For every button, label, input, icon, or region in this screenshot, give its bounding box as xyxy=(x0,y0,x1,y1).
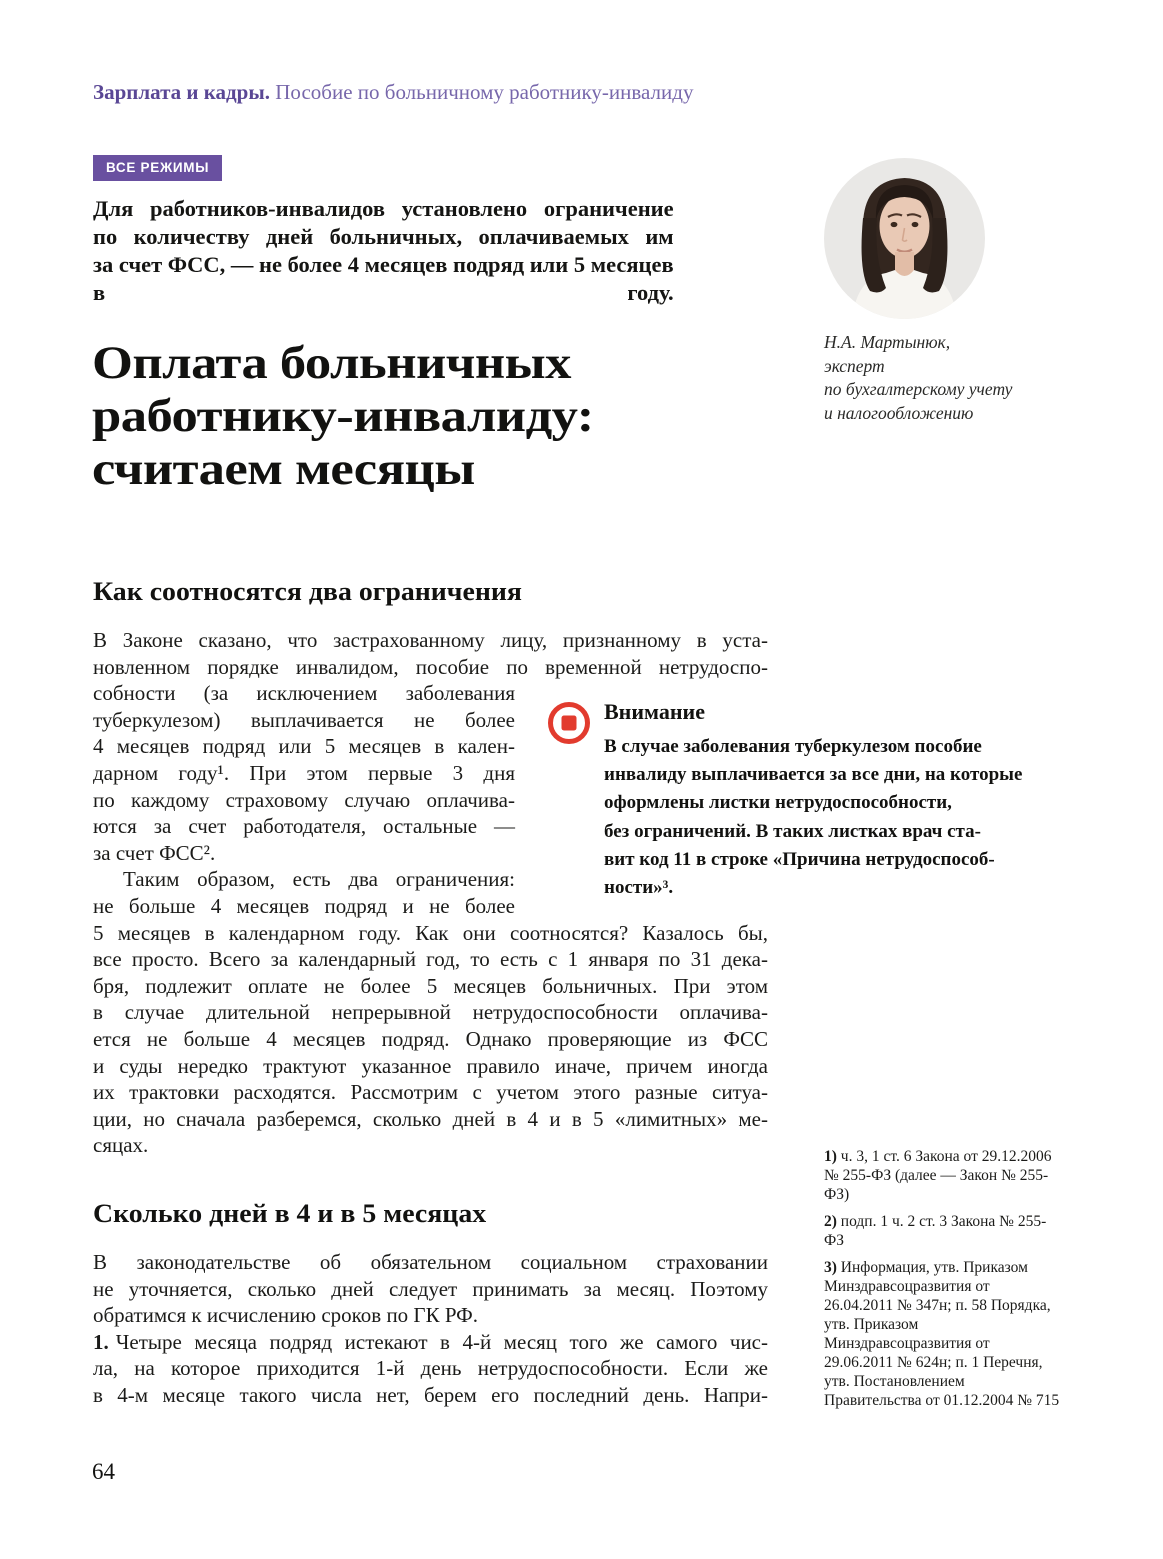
lead-line: в году. xyxy=(93,280,674,305)
lead-line: по количеству дней больничных, оплачиваемых им xyxy=(93,224,674,249)
footnote-text: Информация, утв. Приказом Минздравсоцразвития от 26.04.2011 № 347н; п. 58 Порядка, утв. Приказом Минздравсоцразвития от 29.06.2011 № 624н; п. 1 Перечня, утв. Постановлением Правительства от 01.12.2004 № 715 xyxy=(824,1259,1060,1409)
author-photo-image xyxy=(824,158,985,319)
section-2-body xyxy=(93,1249,768,1409)
body-line: ется не больше 4 месяцев подряд. Однако проверяющие из ФСС xyxy=(93,1026,768,1051)
footnote-number: 1) xyxy=(824,1148,837,1165)
body-line: не уточняется, сколько дней следует принимать за месяц. Поэтому xyxy=(93,1276,768,1301)
brand-title: Зарплата и кадры. xyxy=(93,80,271,104)
body-line: ла, на которое приходится 1-й день нетрудоспособности. Если же xyxy=(93,1356,768,1381)
attention-callout xyxy=(548,699,1053,902)
header-topic: Пособие по больничному работнику-инвалиду xyxy=(275,80,694,104)
body-line: сяцах. xyxy=(93,1133,149,1158)
body-line: собности (за исключением заболевания xyxy=(93,681,515,706)
body-line: в случае длительной непрерывной нетрудоспособности оплачива- xyxy=(93,1000,768,1025)
body-line xyxy=(93,1329,768,1356)
author-avatar xyxy=(824,158,985,319)
article-title-line: работнику-инвалиду: xyxy=(92,390,594,442)
attention-icon xyxy=(548,702,590,744)
body-line: туберкулезом) выплачивается не более xyxy=(93,707,515,732)
body-line: бря, подлежит оплате не более 5 месяцев больничных. При этом xyxy=(93,973,768,998)
lead-line: Для работников-инвалидов установлено ограничение xyxy=(93,196,674,221)
footnote-item xyxy=(824,1258,1060,1410)
footnote-number: 2) xyxy=(824,1213,837,1230)
attention-line: ности»³. xyxy=(604,877,674,899)
body-line: за счет ФСС². xyxy=(93,840,216,865)
attention-line: вит код 11 в строке «Причина нетрудоспособ- xyxy=(604,848,995,870)
body-line: в 4-м месяце такого числа нет, берем его последний день. Напри- xyxy=(93,1382,768,1407)
author-caption xyxy=(824,331,1012,425)
body-line: обратимся к исчислению сроков по ГК РФ. xyxy=(93,1303,478,1328)
footnote-item xyxy=(824,1147,1060,1204)
footnote-text: ч. 3, 1 ст. 6 Закона от 29.12.2006 № 255-ФЗ (далее — Закон № 255-ФЗ) xyxy=(824,1148,1052,1203)
mode-badge: ВСЕ РЕЖИМЫ xyxy=(93,155,222,181)
body-line: В Законе сказано, что застрахованному лицу, признанному в уста- xyxy=(93,628,768,652)
body-line: не больше 4 месяцев подряд и не более xyxy=(93,893,515,918)
footnote-number: 3) xyxy=(824,1259,837,1276)
page-number: 64 xyxy=(92,1459,115,1484)
article-title-line: считаем месяцы xyxy=(92,443,475,495)
body-line-text: Четыре месяца подряд истекают в 4-й месяц того же самого чис- xyxy=(115,1329,768,1354)
article-title xyxy=(92,337,594,496)
body-line: и суды нередко трактуют указанное правило иначе, причем иногда xyxy=(93,1053,768,1078)
footnote-text: подп. 1 ч. 2 ст. 3 Закона № 255-ФЗ xyxy=(824,1213,1047,1249)
attention-line: оформлены листки нетрудоспособности, xyxy=(604,792,952,814)
body-line: их трактовки расходятся. Рассмотрим с учетом этого разные ситуа- xyxy=(93,1080,768,1105)
list-item-marker: 1. xyxy=(93,1329,109,1354)
page-header xyxy=(93,80,693,105)
attention-content xyxy=(604,699,1053,902)
attention-line: В случае заболевания туберкулезом пособие xyxy=(604,736,982,757)
footnote-item xyxy=(824,1212,1060,1250)
body-line: В законодательстве об обязательном социальном страховании xyxy=(93,1250,768,1274)
body-line: по каждому страховому случаю оплачива- xyxy=(93,787,515,812)
body-line: ции, но сначала разберемся, сколько дней в 4 и в 5 «лимитных» ме- xyxy=(93,1106,768,1131)
lead-paragraph xyxy=(93,195,674,307)
attention-line: инвалиду выплачивается за все дни, на которые xyxy=(604,764,1023,786)
body-line: 4 месяцев подряд или 5 месяцев в кален- xyxy=(93,734,515,759)
article-title-line: Оплата больничных xyxy=(92,337,571,389)
footnotes-column xyxy=(824,1147,1060,1410)
author-role-line: эксперт xyxy=(824,355,885,376)
body-line: новленном порядке инвалидом, пособие по временной нетрудоспо- xyxy=(93,654,768,679)
author-role-line: и налогообложению xyxy=(824,402,974,423)
section-heading-limits: Как соотносятся два ограничения xyxy=(93,577,522,606)
body-line: 5 месяцев в календарном году. Как они соотносятся? Казалось бы, xyxy=(93,920,768,945)
body-line: все просто. Всего за календарный год, то есть с 1 января по 31 дека- xyxy=(93,947,768,972)
author-role-line: по бухгалтерскому учету xyxy=(824,379,1013,399)
body-line: дарном году¹. При этом первые 3 дня xyxy=(93,760,515,785)
attention-title: Внимание xyxy=(604,699,705,724)
body-line: ются за счет работодателя, остальные — xyxy=(93,814,515,839)
lead-line: за счет ФСС, — не более 4 месяцев подряд или 5 месяцев xyxy=(93,252,674,277)
attention-line: без ограничений. В таких листках врач ста- xyxy=(604,820,981,842)
section-heading-days: Сколько дней в 4 и в 5 месяцах xyxy=(93,1199,487,1228)
author-name: Н.А. Мартынюк, xyxy=(824,332,951,352)
body-line: Таким образом, есть два ограничения: xyxy=(123,867,515,892)
